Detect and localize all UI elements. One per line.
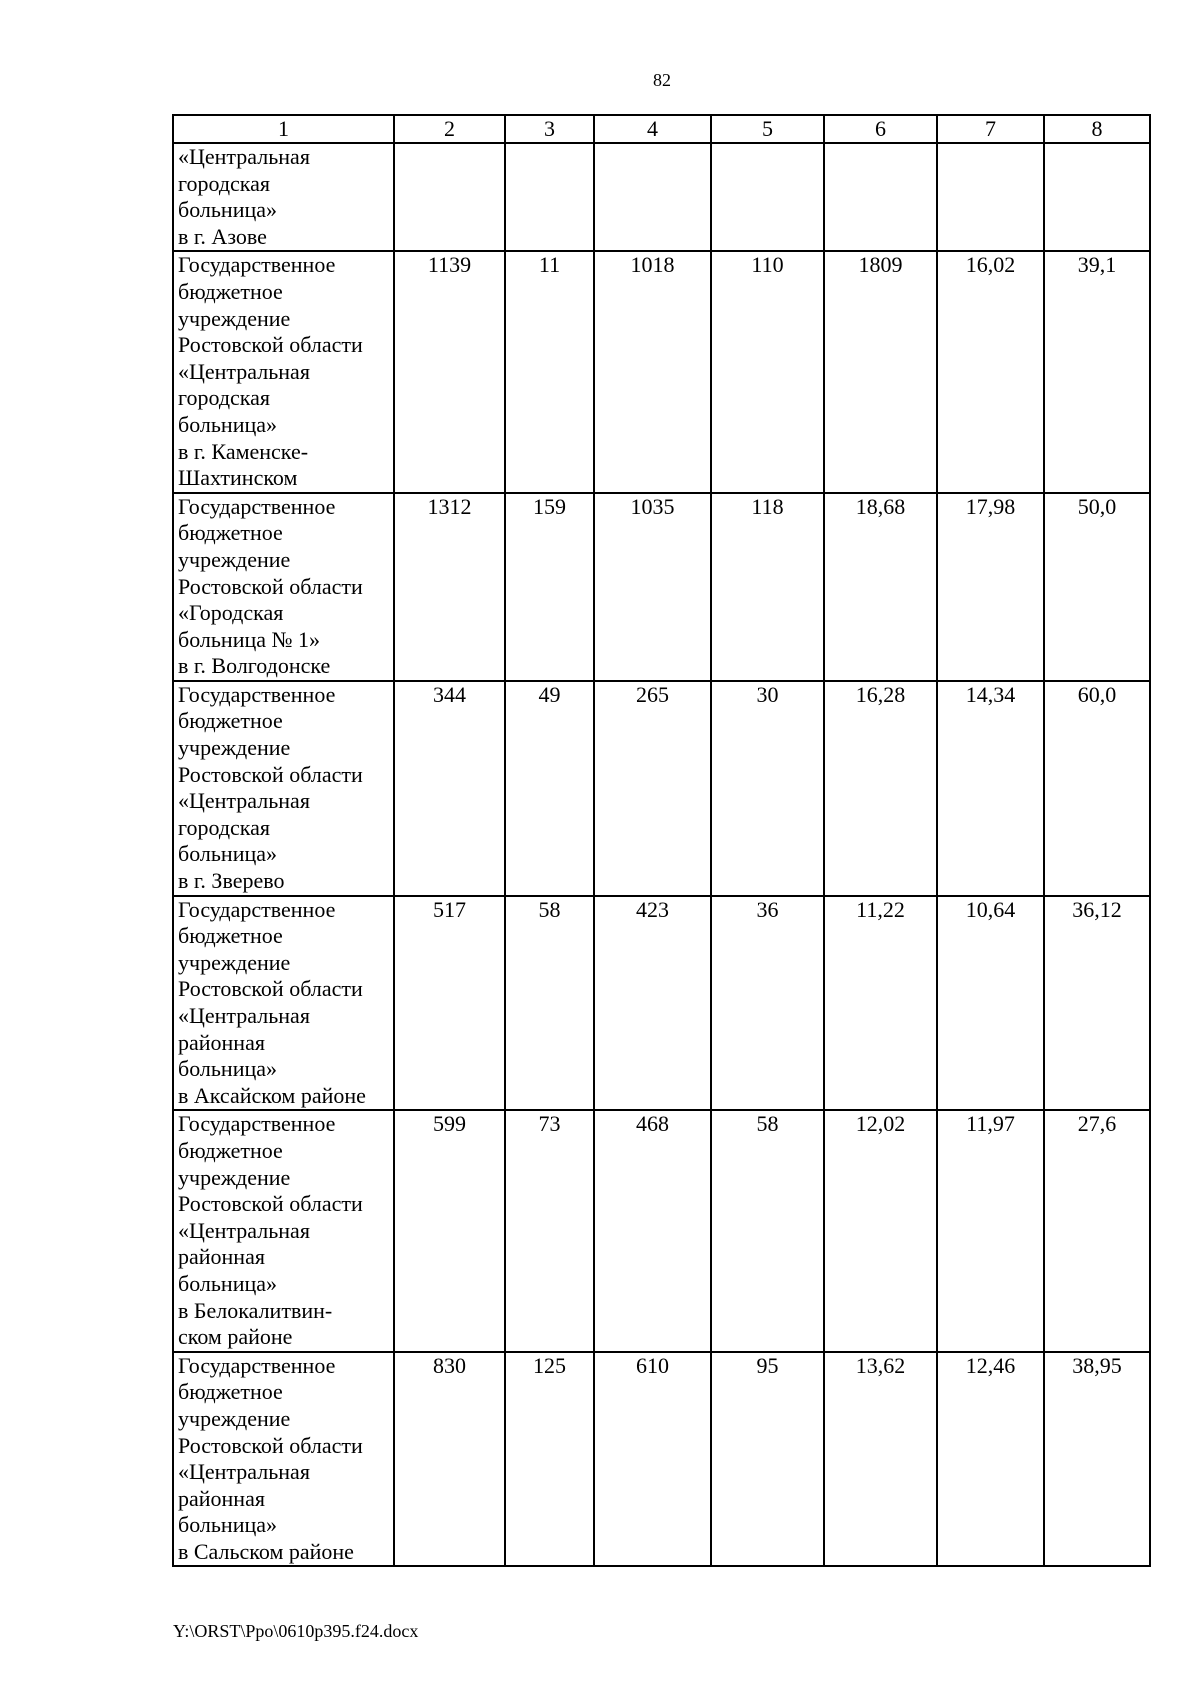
institution-name-line: в г. Зверево (178, 868, 285, 894)
institution-name-line: больница» (178, 1512, 277, 1538)
institution-name-line: бюджетное (178, 923, 283, 949)
value-cell-col-2: 1312 (394, 493, 505, 681)
column-header-2: 2 (394, 115, 505, 143)
institution-name-line: учреждение (178, 1405, 291, 1431)
institution-name-line: Государственное (178, 681, 336, 707)
institution-name-line: больница № 1» (178, 626, 320, 652)
value-cell-col-6: 18,68 (824, 493, 937, 681)
table-row (173, 1110, 1150, 1351)
value-cell-col-4: 1018 (594, 251, 711, 492)
institution-name-line: Шахтинском (178, 465, 298, 491)
institution-name-line: больница» (178, 197, 277, 223)
institution-name-line: Государственное (178, 1352, 336, 1378)
institution-name-line: районная (178, 1485, 265, 1511)
institution-name-line: больница» (178, 1270, 277, 1296)
value-cell-col-8: 39,1 (1044, 251, 1150, 492)
value-cell-col-5 (711, 143, 824, 251)
institution-name-line: Ростовской области (178, 573, 363, 599)
institution-name-cell (173, 681, 394, 896)
value-cell-col-2: 830 (394, 1352, 505, 1567)
value-cell-col-4: 1035 (594, 493, 711, 681)
institution-name-line: в Аксайском районе (178, 1082, 366, 1108)
value-cell-col-8 (1044, 143, 1150, 251)
institution-name-line: учреждение (178, 949, 291, 975)
page-number: 82 (653, 70, 671, 90)
value-cell-col-8: 36,12 (1044, 896, 1150, 1111)
value-cell-col-3: 11 (505, 251, 594, 492)
value-cell-col-2: 344 (394, 681, 505, 896)
institution-name-line: бюджетное (178, 1137, 283, 1163)
value-cell-col-7: 12,46 (937, 1352, 1044, 1567)
column-header-3: 3 (505, 115, 594, 143)
footer-file-path: Y:\ORST\Ppo\0610p395.f24.docx (173, 1621, 419, 1641)
institution-name-line: «Центральная (178, 144, 310, 169)
institution-name-cell (173, 143, 394, 251)
table-row (173, 681, 1150, 896)
value-cell-col-5: 36 (711, 896, 824, 1111)
institution-name-line: бюджетное (178, 708, 283, 734)
header-row (173, 115, 1150, 143)
value-cell-col-3: 49 (505, 681, 594, 896)
value-cell-col-6: 12,02 (824, 1110, 937, 1351)
institution-name-line: Ростовской области (178, 1191, 363, 1217)
institution-name-line: в Сальском районе (178, 1538, 354, 1564)
institution-name-line: городская (178, 170, 271, 196)
institution-name-line: Ростовской области (178, 332, 363, 358)
institution-name-line: городская (178, 814, 271, 840)
value-cell-col-7: 14,34 (937, 681, 1044, 896)
institution-name-line: больница» (178, 411, 277, 437)
table-row (173, 143, 1150, 251)
value-cell-col-7: 10,64 (937, 896, 1044, 1111)
institution-name-line: в г. Волгодонске (178, 653, 331, 679)
value-cell-col-4: 265 (594, 681, 711, 896)
table-header (173, 115, 1150, 143)
institution-name-line: больница» (178, 1056, 277, 1082)
institution-name-cell (173, 1110, 394, 1351)
data-table (172, 114, 1151, 1567)
column-header-6: 6 (824, 115, 937, 143)
institution-name-line: «Центральная (178, 1217, 310, 1243)
value-cell-col-7: 11,97 (937, 1110, 1044, 1351)
value-cell-col-4: 423 (594, 896, 711, 1111)
institution-name-line: районная (178, 1029, 265, 1055)
table-row (173, 896, 1150, 1111)
column-header-4: 4 (594, 115, 711, 143)
value-cell-col-2: 599 (394, 1110, 505, 1351)
value-cell-col-7: 17,98 (937, 493, 1044, 681)
institution-name-line: учреждение (178, 305, 291, 331)
institution-name-line: «Городская (178, 600, 284, 626)
institution-name-line: «Центральная (178, 358, 310, 384)
value-cell-col-5: 95 (711, 1352, 824, 1567)
value-cell-col-2 (394, 143, 505, 251)
value-cell-col-3: 73 (505, 1110, 594, 1351)
institution-name-cell (173, 896, 394, 1111)
value-cell-col-6: 16,28 (824, 681, 937, 896)
value-cell-col-2: 517 (394, 896, 505, 1111)
institution-name-line: «Центральная (178, 788, 310, 814)
value-cell-col-3: 159 (505, 493, 594, 681)
institution-name-line: «Центральная (178, 1003, 310, 1028)
institution-name-line: Государственное (178, 493, 336, 519)
value-cell-col-3 (505, 143, 594, 251)
value-cell-col-3: 58 (505, 896, 594, 1111)
institution-name-line: в г. Азове (178, 223, 267, 249)
value-cell-col-5: 118 (711, 493, 824, 681)
institution-name-line: учреждение (178, 735, 291, 761)
column-header-8: 8 (1044, 115, 1150, 143)
table-row (173, 251, 1150, 492)
institution-name-line: Государственное (178, 252, 336, 278)
table-body (173, 143, 1150, 1566)
value-cell-col-8: 38,95 (1044, 1352, 1150, 1567)
value-cell-col-6: 1809 (824, 251, 937, 492)
value-cell-col-8: 60,0 (1044, 681, 1150, 896)
institution-name-line: бюджетное (178, 520, 283, 546)
institution-name-line: районная (178, 1244, 265, 1270)
institution-name-line: в Белокалитвин- (178, 1297, 333, 1323)
table-row (173, 493, 1150, 681)
institution-name-line: больница» (178, 841, 277, 867)
value-cell-col-2: 1139 (394, 251, 505, 492)
institution-name-line: бюджетное (178, 1379, 283, 1405)
institution-name-line: Ростовской области (178, 761, 363, 787)
value-cell-col-6 (824, 143, 937, 251)
value-cell-col-5: 58 (711, 1110, 824, 1351)
value-cell-col-6: 13,62 (824, 1352, 937, 1567)
value-cell-col-5: 30 (711, 681, 824, 896)
institution-name-line: Государственное (178, 1111, 336, 1137)
value-cell-col-5: 110 (711, 251, 824, 492)
column-header-7: 7 (937, 115, 1044, 143)
table-row (173, 1352, 1150, 1567)
institution-name-line: бюджетное (178, 278, 283, 304)
value-cell-col-7 (937, 143, 1044, 251)
value-cell-col-4: 610 (594, 1352, 711, 1567)
institution-name-line: Ростовской области (178, 976, 363, 1002)
institution-name-line: городская (178, 385, 271, 411)
institution-name-line: Ростовской области (178, 1432, 363, 1458)
column-header-5: 5 (711, 115, 824, 143)
value-cell-col-6: 11,22 (824, 896, 937, 1111)
institution-name-line: в г. Каменске- (178, 438, 309, 464)
institution-name-cell (173, 1352, 394, 1567)
institution-name-line: ском районе (178, 1324, 293, 1350)
value-cell-col-4: 468 (594, 1110, 711, 1351)
institution-name-line: учреждение (178, 1164, 291, 1190)
institution-name-line: учреждение (178, 546, 291, 572)
institution-name-cell (173, 251, 394, 492)
institution-name-cell (173, 493, 394, 681)
value-cell-col-8: 27,6 (1044, 1110, 1150, 1351)
institution-name-line: «Центральная (178, 1459, 310, 1485)
value-cell-col-8: 50,0 (1044, 493, 1150, 681)
value-cell-col-4 (594, 143, 711, 251)
column-header-1: 1 (173, 115, 394, 143)
value-cell-col-3: 125 (505, 1352, 594, 1567)
institution-name-line: Государственное (178, 896, 336, 922)
value-cell-col-7: 16,02 (937, 251, 1044, 492)
